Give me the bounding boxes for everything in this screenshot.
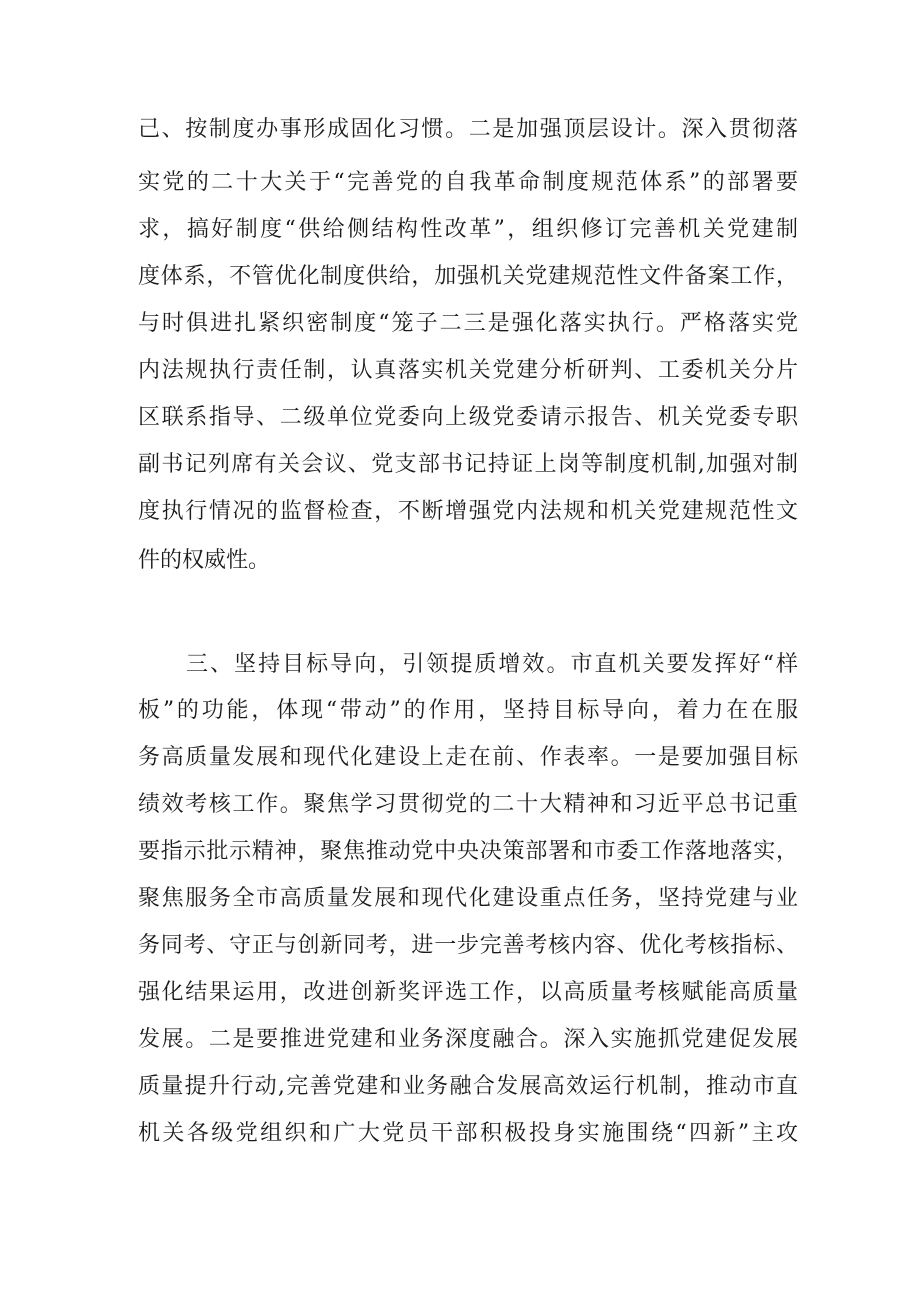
text-line: 板”的功能，体现“带动”的作用，坚持目标导向，着力在在服 bbox=[138, 698, 798, 723]
text-line: 与时俱进扎紧织密制度“笼子二三是强化落实执行。严格落实党 bbox=[138, 311, 798, 336]
text-line: 件的权威性。 bbox=[138, 548, 271, 573]
text-line: 质量提升行动,完善党建和业务融合发展高效运行机制，推动市直 bbox=[138, 1074, 798, 1099]
text-line: 务同考、守正与创新同考，进一步完善考核内容、优化考核指标、 bbox=[138, 933, 798, 958]
text-line: 发展。二是要推进党建和业务深度融合。深入实施抓党建促发展 bbox=[138, 1027, 798, 1052]
text-line: 副书记列席有关会议、党支部书记持证上岗等制度机制,加强对制 bbox=[138, 452, 798, 477]
text-line: 内法规执行责任制，认真落实机关党建分析研判、工委机关分片 bbox=[138, 358, 798, 383]
text-line: 实党的二十大关于“完善党的自我革命制度规范体系”的部署要 bbox=[138, 170, 798, 195]
text-line: 机关各级党组织和广大党员干部积极投身实施围绕“四新”主攻 bbox=[138, 1121, 798, 1146]
text-line: 三、坚持目标导向，引领提质增效。市直机关要发挥好“样 bbox=[186, 652, 798, 677]
text-line: 聚焦服务全市高质量发展和现代化建设重点任务，坚持党建与业 bbox=[138, 886, 798, 911]
text-line: 度体系，不管优化制度供给，加强机关党建规范性文件备案工作， bbox=[138, 264, 798, 289]
text-line: 务高质量发展和现代化建设上走在前、作表率。一是要加强目标 bbox=[138, 745, 798, 770]
text-line: 要指示批示精神，聚焦推动党中央决策部署和市委工作落地落实， bbox=[138, 839, 798, 864]
text-line: 度执行情况的监督检查，不断增强党内法规和机关党建规范性文 bbox=[138, 499, 798, 524]
text-line: 求，搞好制度“供给侧结构性改革”，组织修订完善机关党建制 bbox=[138, 217, 798, 242]
text-line: 区联系指导、二级单位党委向上级党委请示报告、机关党委专职 bbox=[138, 405, 798, 430]
text-line: 己、按制度办事形成固化习惯。二是加强顶层设计。深入贯彻落 bbox=[138, 117, 798, 142]
text-line: 绩效考核工作。聚焦学习贯彻党的二十大精神和习近平总书记重 bbox=[138, 792, 798, 817]
text-line: 强化结果运用，改进创新奖评选工作，以高质量考核赋能高质量 bbox=[138, 980, 798, 1005]
